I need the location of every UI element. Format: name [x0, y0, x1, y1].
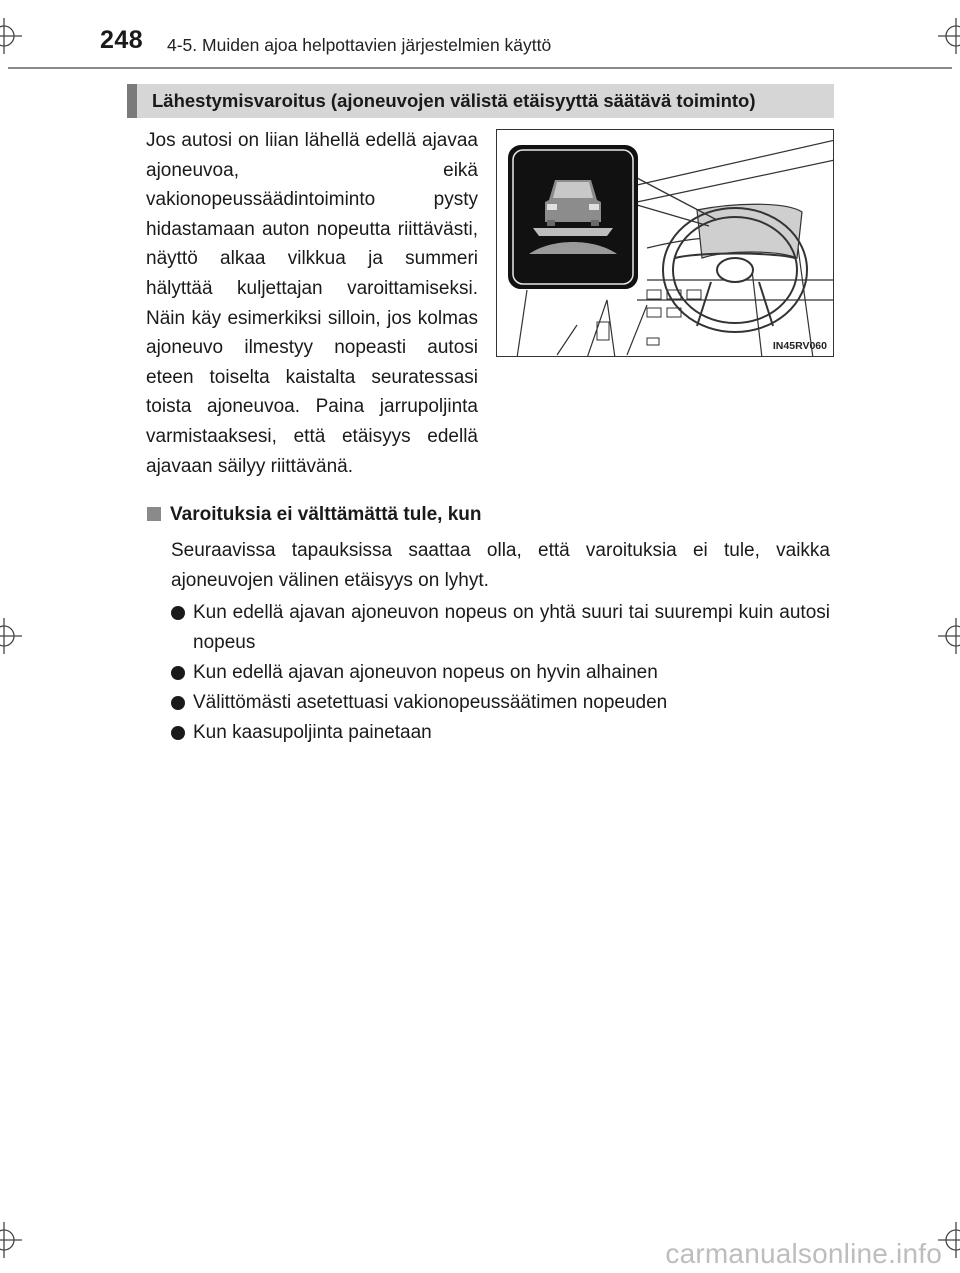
registration-mark-icon	[0, 1222, 22, 1258]
registration-mark-icon	[0, 18, 22, 54]
header-divider	[8, 67, 952, 69]
registration-mark-icon	[938, 18, 960, 54]
list-item	[171, 718, 830, 748]
section-heading-bar	[127, 84, 834, 118]
section-paragraph: Jos autosi on liian lähellä edellä ajavaa ajoneuvoa, eikä vakionopeussäädintoiminto pysty hidastamaan auton nopeutta riittävästi, näyttö alkaa vilkkua ja summeri hälyttää kuljettajan varoittamiseksi. Näin käy esimerkiksi silloin, jos kolmas ajoneuvo ilmestyy nopeasti autosi eteen toiselta kaistalta seuratessasi toista ajoneuvoa. Paina jarrupoljinta varmistaaksesi, että etäisyys edellä ajavaan säilyy riittävänä.	[146, 130, 478, 477]
round-bullet-icon	[171, 696, 185, 710]
chapter-title: 4-5. Muiden ajoa helpottavien järjestelmien käyttö	[167, 35, 552, 55]
registration-mark-icon	[0, 618, 22, 654]
registration-mark-icon	[938, 618, 960, 654]
watermark: carmanualsonline.info	[665, 1238, 942, 1269]
list-item	[171, 598, 830, 658]
round-bullet-icon	[171, 606, 185, 620]
bullet-list	[171, 598, 830, 748]
car-front-icon	[545, 180, 601, 226]
list-item-text: Kun edellä ajavan ajoneuvon nopeus on yhtä suuri tai suurempi kuin autosi nopeus	[193, 602, 830, 653]
figure-code: IN45RV060	[772, 340, 827, 352]
list-item	[171, 688, 830, 718]
list-item-text: Kun edellä ajavan ajoneuvon nopeus on hyvin alhainen	[193, 662, 658, 683]
dashboard-illustration	[496, 129, 834, 357]
subsection-heading	[147, 504, 482, 526]
subsection-intro: Seuraavissa tapauksissa saattaa olla, että varoituksia ei tule, vaikka ajoneuvojen välinen etäisyys on lyhyt.	[171, 540, 830, 591]
round-bullet-icon	[171, 666, 185, 680]
page-number: 248	[100, 26, 144, 54]
subsection-heading-text: Varoituksia ei välttämättä tule, kun	[170, 504, 482, 525]
round-bullet-icon	[171, 726, 185, 740]
section-title: Lähestymisvaroitus (ajoneuvojen välistä etäisyyttä säätävä toiminto)	[152, 90, 756, 111]
square-bullet-icon	[147, 507, 161, 521]
list-item-text: Kun kaasupoljinta painetaan	[193, 722, 432, 743]
list-item-text: Välittömästi asetettuasi vakionopeussäätimen nopeuden	[193, 692, 668, 713]
list-item	[171, 658, 830, 688]
